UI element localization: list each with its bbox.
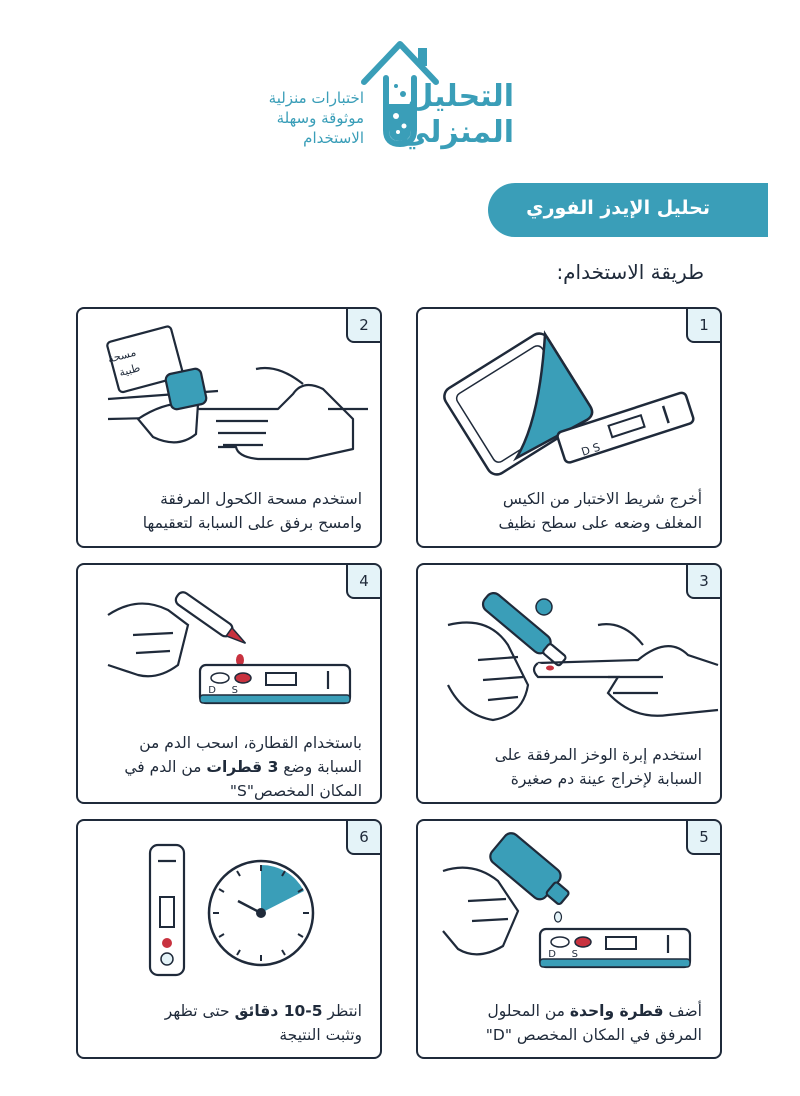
step-5-line1-pre: أضف <box>663 1002 702 1020</box>
alcohol-swab-illustration <box>78 309 382 479</box>
step-card-2 <box>76 307 382 548</box>
step-4-caption <box>92 731 362 803</box>
dropper-blood-illustration <box>78 565 382 735</box>
banner-title: تحليل الإيدز الفوري <box>526 197 710 219</box>
strip-ds-label: D S <box>579 440 602 459</box>
step-card-3 <box>416 563 722 804</box>
step-5-line2: المرفق في المكان المخصص "D" <box>485 1026 702 1044</box>
step-5-caption <box>432 999 702 1047</box>
step-1-line1: أخرج شريط الاختبار من الكيس <box>502 490 702 508</box>
step-4-line2 <box>92 755 362 779</box>
step-card-6 <box>76 819 382 1059</box>
step-3-caption <box>432 743 702 791</box>
step-4-line1: باستخدام القطارة، اسحب الدم من <box>139 734 362 752</box>
logo-title-line1: التحليل <box>407 79 514 114</box>
step-number-badge: 3 <box>686 563 722 599</box>
step-4-line2-post: من الدم في <box>124 758 207 776</box>
strip-d-label: D <box>548 949 556 960</box>
step-5-line1-post: من المحلول <box>487 1002 570 1020</box>
step-number-badge: 1 <box>686 307 722 343</box>
step-4-line2-bold: 3 قطرات <box>206 758 279 776</box>
step-number-badge: 4 <box>346 563 382 599</box>
test-pouch-illustration <box>418 309 722 479</box>
strip-s-label: S <box>231 685 238 696</box>
step-5-line1 <box>432 999 702 1023</box>
step-3-line2: السبابة لإخراج عينة دم صغيرة <box>510 770 702 788</box>
step-card-5 <box>416 819 722 1059</box>
swab-label-line1: مسحة <box>106 345 138 366</box>
strip-s-label: S <box>571 949 578 960</box>
title-banner <box>488 183 768 237</box>
logo-tagline-line3: الاستخدام <box>303 129 364 147</box>
step-6-line1 <box>92 999 362 1023</box>
lancet-illustration <box>418 565 722 735</box>
buffer-drop-illustration <box>418 821 722 991</box>
step-1-line2: المغلف وضعه على سطح نظيف <box>498 514 702 532</box>
step-6-caption <box>92 999 362 1047</box>
step-1-caption <box>432 487 702 535</box>
logo-title-line2: المنزلي <box>399 115 514 150</box>
swab-label-line2: طبية <box>117 361 142 380</box>
step-4-line2-pre: السبابة وضع <box>278 758 362 776</box>
step-6-line1-bold: 5-10 دقائق <box>234 1002 323 1020</box>
step-2-line1: استخدم مسحة الكحول المرفقة <box>160 490 362 508</box>
strip-d-label: D <box>208 685 216 696</box>
logo-tagline-line2: موثوقة وسهلة <box>276 109 364 127</box>
logo-tagline-line1: اختبارات منزلية <box>268 89 364 107</box>
step-card-4 <box>76 563 382 804</box>
step-6-line1-pre: انتظر <box>322 1002 362 1020</box>
brand-logo <box>240 28 530 158</box>
step-6-line2: وتثبت النتيجة <box>279 1026 362 1044</box>
step-3-line1: استخدم إبرة الوخز المرفقة على <box>494 746 702 764</box>
step-6-line1-post: حتى تظهر <box>164 1002 235 1020</box>
step-number-badge: 6 <box>346 819 382 855</box>
step-2-line2: وامسح برفق على السبابة لتعقيمها <box>142 514 362 532</box>
step-number-badge: 2 <box>346 307 382 343</box>
timer-illustration <box>78 821 382 991</box>
step-card-1 <box>416 307 722 548</box>
step-2-caption <box>92 487 362 535</box>
step-5-line1-bold: قطرة واحدة <box>569 1002 664 1020</box>
step-4-line3: المكان المخصص"S" <box>229 782 362 800</box>
step-number-badge: 5 <box>686 819 722 855</box>
usage-heading: طريقة الاستخدام: <box>556 260 704 284</box>
